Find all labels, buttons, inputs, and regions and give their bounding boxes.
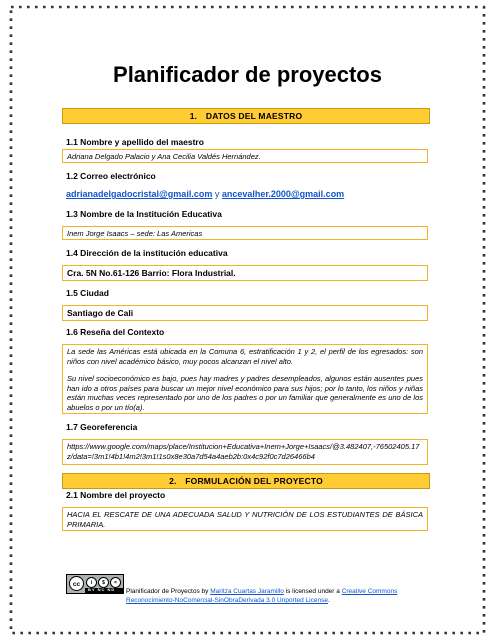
- value-direccion: Cra. 5N No.61-126 Barrio: Flora Industrial.: [67, 268, 236, 278]
- email-link-2[interactable]: ancevalher.2000@gmail.com: [221, 189, 345, 199]
- label-nombre-maestro: 1.1 Nombre y apellido del maestro: [66, 137, 204, 147]
- label-correo: 1.2 Correo electrónico: [66, 171, 156, 181]
- label-georeferencia: 1.7 Georeferencia: [66, 422, 138, 432]
- label-contexto: 1.6 Reseña del Contexto: [66, 327, 165, 337]
- value-georeferencia: https://www.google.com/maps/place/Institucion+Educativa+Inem+Jorge+Isaacs/@3.482407,-76502405.17z/data=!3m1!4b1!4m2!3m1!1s0x8e30a7d54a4aeb2b:0x4c92f0c7d26466b4: [67, 442, 420, 461]
- value-ciudad: Santiago de Cali: [67, 308, 134, 318]
- field-correo: [66, 189, 344, 199]
- field-contexto: [62, 344, 428, 414]
- nd-icon: =: [110, 577, 121, 588]
- page-title: Planificador de proyectos: [113, 62, 382, 87]
- field-nombre-maestro: [62, 149, 428, 163]
- label-direccion: 1.4 Dirección de la institución educativa: [66, 248, 228, 258]
- email-link-1[interactable]: adrianadelgadocristal@gmail.com: [66, 189, 213, 199]
- value-nombre-maestro: Adriana Delgado Palacio y Ana Cecilia Valdés Hernández.: [67, 152, 261, 161]
- license-text-2: is licensed under a: [283, 588, 342, 595]
- license-text-1: Planificador de Proyectos by: [126, 588, 211, 595]
- label-nombre-proyecto: 2.1 Nombre del proyecto: [66, 490, 166, 500]
- license-line: [66, 587, 406, 605]
- author-link[interactable]: Maritza Cuartas Jaramillo: [210, 588, 284, 595]
- field-institucion: [62, 226, 428, 240]
- email-joiner: y: [212, 189, 222, 199]
- cc-icon: cc: [69, 576, 84, 591]
- license-notice: [66, 587, 406, 605]
- section-heading-datos-maestro: 1. DATOS DEL MAESTRO: [62, 108, 430, 124]
- label-ciudad: 1.5 Ciudad: [66, 288, 109, 298]
- value-nombre-proyecto: HACIA EL RESCATE DE UNA ADECUADA SALUD Y NUTRICIÓN DE LOS ESTUDIANTES DE BÁSICA PRIMARIA.: [67, 510, 423, 529]
- field-ciudad: [62, 305, 428, 321]
- nc-icon: $: [98, 577, 109, 588]
- label-institucion: 1.3 Nombre de la Institución Educativa: [66, 209, 222, 219]
- contexto-paragraph-1: La sede las Américas está ubicada en la Comuna 6, estratificación 1 y 2, el perfil de los egresados: son niños con nivel académico básico, muy pocos alcanzan el nivel alto.: [67, 347, 423, 366]
- license-text-end: .: [327, 597, 330, 604]
- value-institucion: Inem Jorge Isaacs – sede: Las Americas: [67, 229, 203, 238]
- badge-label: BY NC ND: [88, 587, 116, 592]
- field-georeferencia: [62, 439, 428, 465]
- license-link[interactable]: Creative Commons Reconocimiento-NoComercial-SinObraDerivada 3.0 Unported License: [126, 588, 398, 604]
- field-nombre-proyecto: [62, 507, 428, 531]
- contexto-paragraph-2: Su nivel socioeconómico es bajo, pues hay madres y padres desempleados, algunos están ausentes pues han ido a otros países para buscar un mejor nivel económico para sus hijos; por lo tanto, los niños y niñas están muchas veces representado por uno de los padres o por un familiar que generalmente es uno de los abuelos o por un tío(a).: [67, 374, 423, 412]
- by-icon: i: [86, 577, 97, 588]
- section-heading-formulacion: 2. FORMULACIÓN DEL PROYECTO: [62, 473, 430, 489]
- field-direccion: [62, 265, 428, 281]
